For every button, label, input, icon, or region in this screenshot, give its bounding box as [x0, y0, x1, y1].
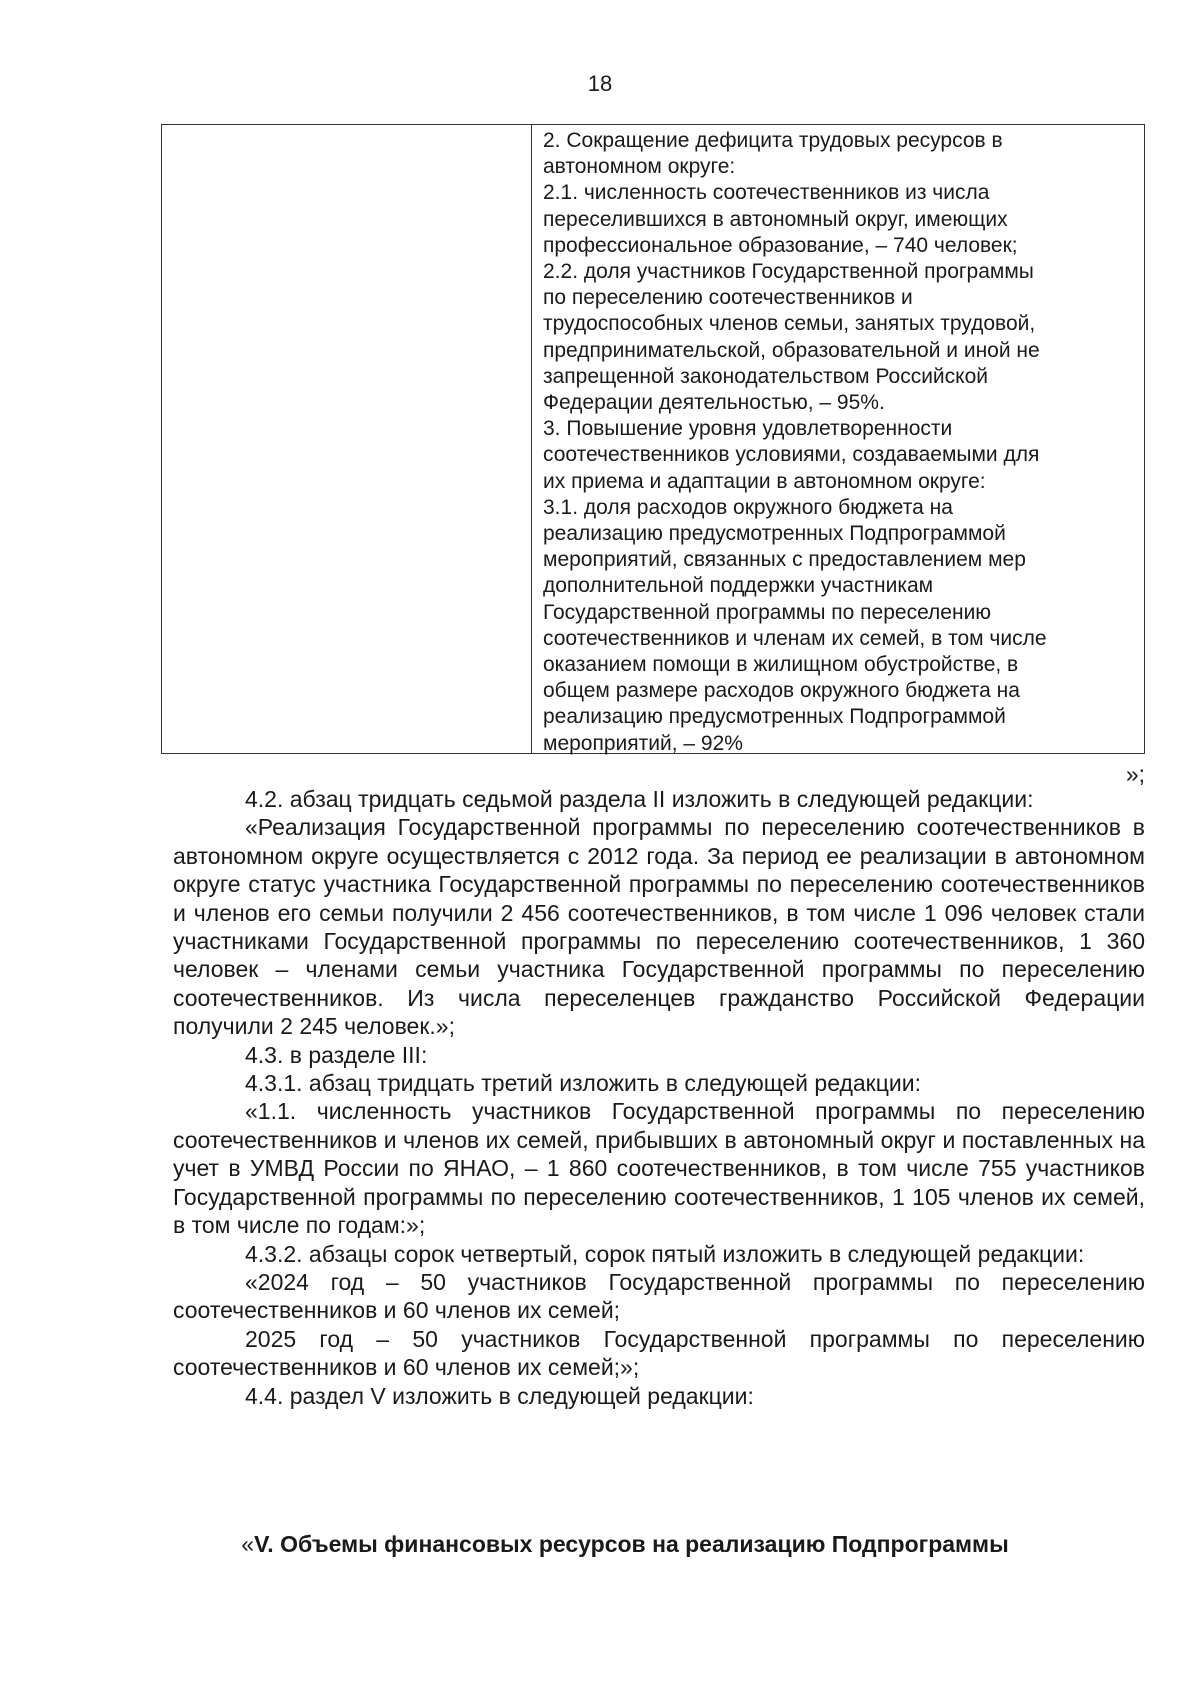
table-line: реализацию предусмотренных Подпрограммой	[543, 522, 1006, 546]
paragraph-4-3-1: 4.3.1. абзац тридцать третий изложить в следующей редакции:	[245, 1070, 922, 1097]
table-line: 2.1. численность соотечественников из числа	[543, 181, 990, 205]
paragraph-4-2: 4.2. абзац тридцать седьмой раздела II изложить в следующей редакции:	[245, 786, 1034, 812]
table-line: автономном округе:	[543, 155, 736, 179]
indicators-table	[161, 124, 1145, 754]
table-line: запрещенной законодательством Российской	[543, 364, 988, 388]
table-line: Государственной программы по переселению	[543, 600, 992, 624]
table-line: мероприятий, – 92%	[543, 731, 743, 755]
paragraph-2024: «2024 год – 50 участников Государственной программы по переселению соотечественников и 60 членов их семей;	[173, 1268, 1145, 1324]
table-line: оказанием помощи в жилищном обустройстве, в	[543, 653, 1019, 677]
paragraph-2025: 2025 год – 50 участников Государственной программы по переселению соотечественников и 60 членов их семей;»;	[173, 1325, 1145, 1381]
table-line: 3. Повышение уровня удовлетворенности	[543, 417, 953, 441]
table-left-cell	[162, 125, 532, 753]
table-line: Федерации деятельностью, – 95%.	[543, 391, 885, 415]
table-line: трудоспособных членов семьи, занятых трудовой,	[543, 312, 1036, 336]
section-heading-quote: «	[241, 1531, 255, 1557]
paragraph-quote-implementation: «Реализация Государственной программы по переселению соотечественников в автономном округе осуществляется с 2012 года. За период ее реализации в автономном округе статус участника Государственной программы по переселению соотечественников и членов его семьи получили 2 456 соотечественников, в том числе 1 096 человек стали участниками Государственной программы по переселению соотечественников, 1 360 человек – членами семьи участника Государственной программы по переселению соотечественников. Из числа переселенцев гражданство Российской Федерации получили 2 245 человек.»;	[173, 814, 1145, 1040]
table-line: общем размере расходов окружного бюджета на	[543, 679, 1020, 703]
document-body	[173, 785, 1145, 1410]
closing-quote: »;	[1125, 761, 1145, 787]
table-line: по переселению соотечественников и	[543, 286, 913, 310]
table-line: 2.2. доля участников Государственной программы	[543, 260, 1034, 284]
table-line: 3.1. доля расходов окружного бюджета на	[543, 495, 953, 519]
paragraph-quote-1-1: «1.1. численность участников Государственной программы по переселению соотечественников и членов их семей, прибывших в автономный округ и поставленных на учет в УМВД России по ЯНАО, – 1 860 соотечественников, в том числе 755 участников Государственной программы по переселению соотечественников, 1 105 членов их семей, в том числе по годам:»;	[173, 1098, 1145, 1239]
table-line: мероприятий, связанных с предоставлением мер	[543, 548, 1026, 572]
section-heading-title: V. Объемы финансовых ресурсов на реализацию Подпрограммы	[254, 1531, 1009, 1557]
table-line: дополнительной поддержки участникам	[543, 574, 934, 598]
table-line: профессиональное образование, – 740 человек;	[543, 233, 1018, 257]
table-line: реализацию предусмотренных Подпрограммой	[543, 705, 1006, 729]
table-line: соотечественников и членам их семей, в том числе	[543, 626, 1047, 650]
table-right-cell	[532, 125, 1144, 753]
table-line: соотечественников условиями, создаваемыми для	[543, 443, 1040, 467]
paragraph-4-3: 4.3. в разделе III:	[245, 1041, 428, 1068]
table-line: переселившихся в автономный округ, имеющих	[543, 207, 1008, 231]
paragraph-4-4: 4.4. раздел V изложить в следующей редакции:	[245, 1382, 754, 1409]
table-line: их приема и адаптации в автономном округе:	[543, 469, 986, 493]
page-number: 18	[587, 71, 613, 96]
paragraph-4-3-2: 4.3.2. абзацы сорок четвертый, сорок пятый изложить в следующей редакции:	[245, 1240, 1085, 1267]
section-heading	[0, 1530, 1200, 1558]
table-line: 2. Сокращение дефицита трудовых ресурсов в	[543, 129, 1003, 152]
table-line: предпринимательской, образовательной и иной не	[543, 338, 1040, 362]
